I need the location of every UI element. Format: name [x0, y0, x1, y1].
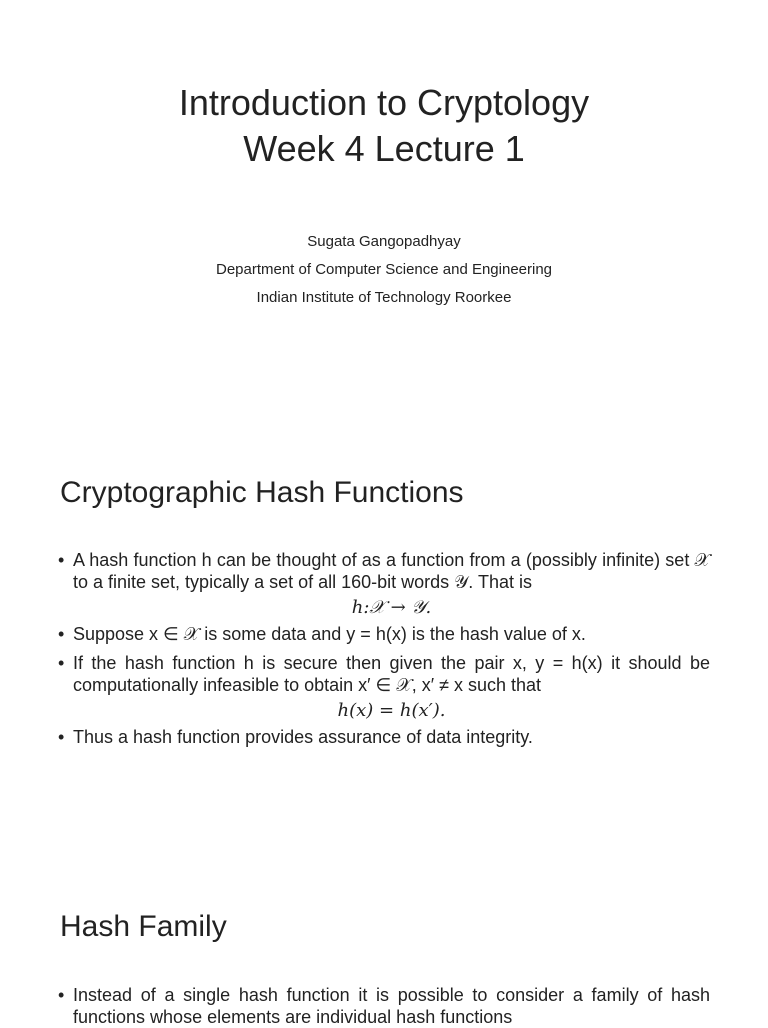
- hash-family-bullets: [58, 984, 710, 1028]
- main-title: [0, 80, 768, 172]
- equation-mapping: h:𝒳 → 𝒴.: [351, 597, 432, 618]
- institute: Indian Institute of Technology Roorkee: [256, 289, 512, 306]
- equation-collision: h(x) = h(x′).: [337, 700, 446, 721]
- bullet-text: A hash function h can be thought of as a function from a (possibly infinite) set 𝒳 to a finite set, typically a set of all 160-bit words 𝒴. That is: [73, 550, 710, 592]
- slide-heading-hash-family: Hash Family: [60, 910, 227, 943]
- bullet-text: Thus a hash function provides assurance of data integrity.: [73, 727, 533, 747]
- author-name: Sugata Gangopadhyay: [307, 233, 461, 250]
- title-line-2: Week 4 Lecture 1: [243, 128, 525, 169]
- slide-heading-hash-functions: Cryptographic Hash Functions: [60, 476, 464, 509]
- title-slide: [0, 0, 768, 440]
- bullet-definition: [58, 549, 710, 619]
- bullet-hash-family: [58, 984, 710, 1028]
- author-block: [0, 228, 768, 312]
- hash-functions-bullets: [58, 549, 710, 748]
- bullet-data-hash-value: [58, 623, 710, 645]
- bullet-text: If the hash function h is secure then given the pair x, y = h(x) it should be computationally infeasible to obtain x′ ∈ 𝒳, x′ ≠ x such that: [73, 653, 710, 695]
- bullet-secure-hash: [58, 652, 710, 722]
- bullet-data-integrity: [58, 726, 710, 748]
- title-line-1: Introduction to Cryptology: [178, 82, 590, 123]
- bullet-text: Suppose x ∈ 𝒳 is some data and y = h(x) is the hash value of x.: [73, 624, 586, 644]
- bullet-text: Instead of a single hash function it is possible to consider a family of hash functions whose elements are individual hash functions: [73, 985, 710, 1027]
- department: Department of Computer Science and Engineering: [215, 261, 553, 278]
